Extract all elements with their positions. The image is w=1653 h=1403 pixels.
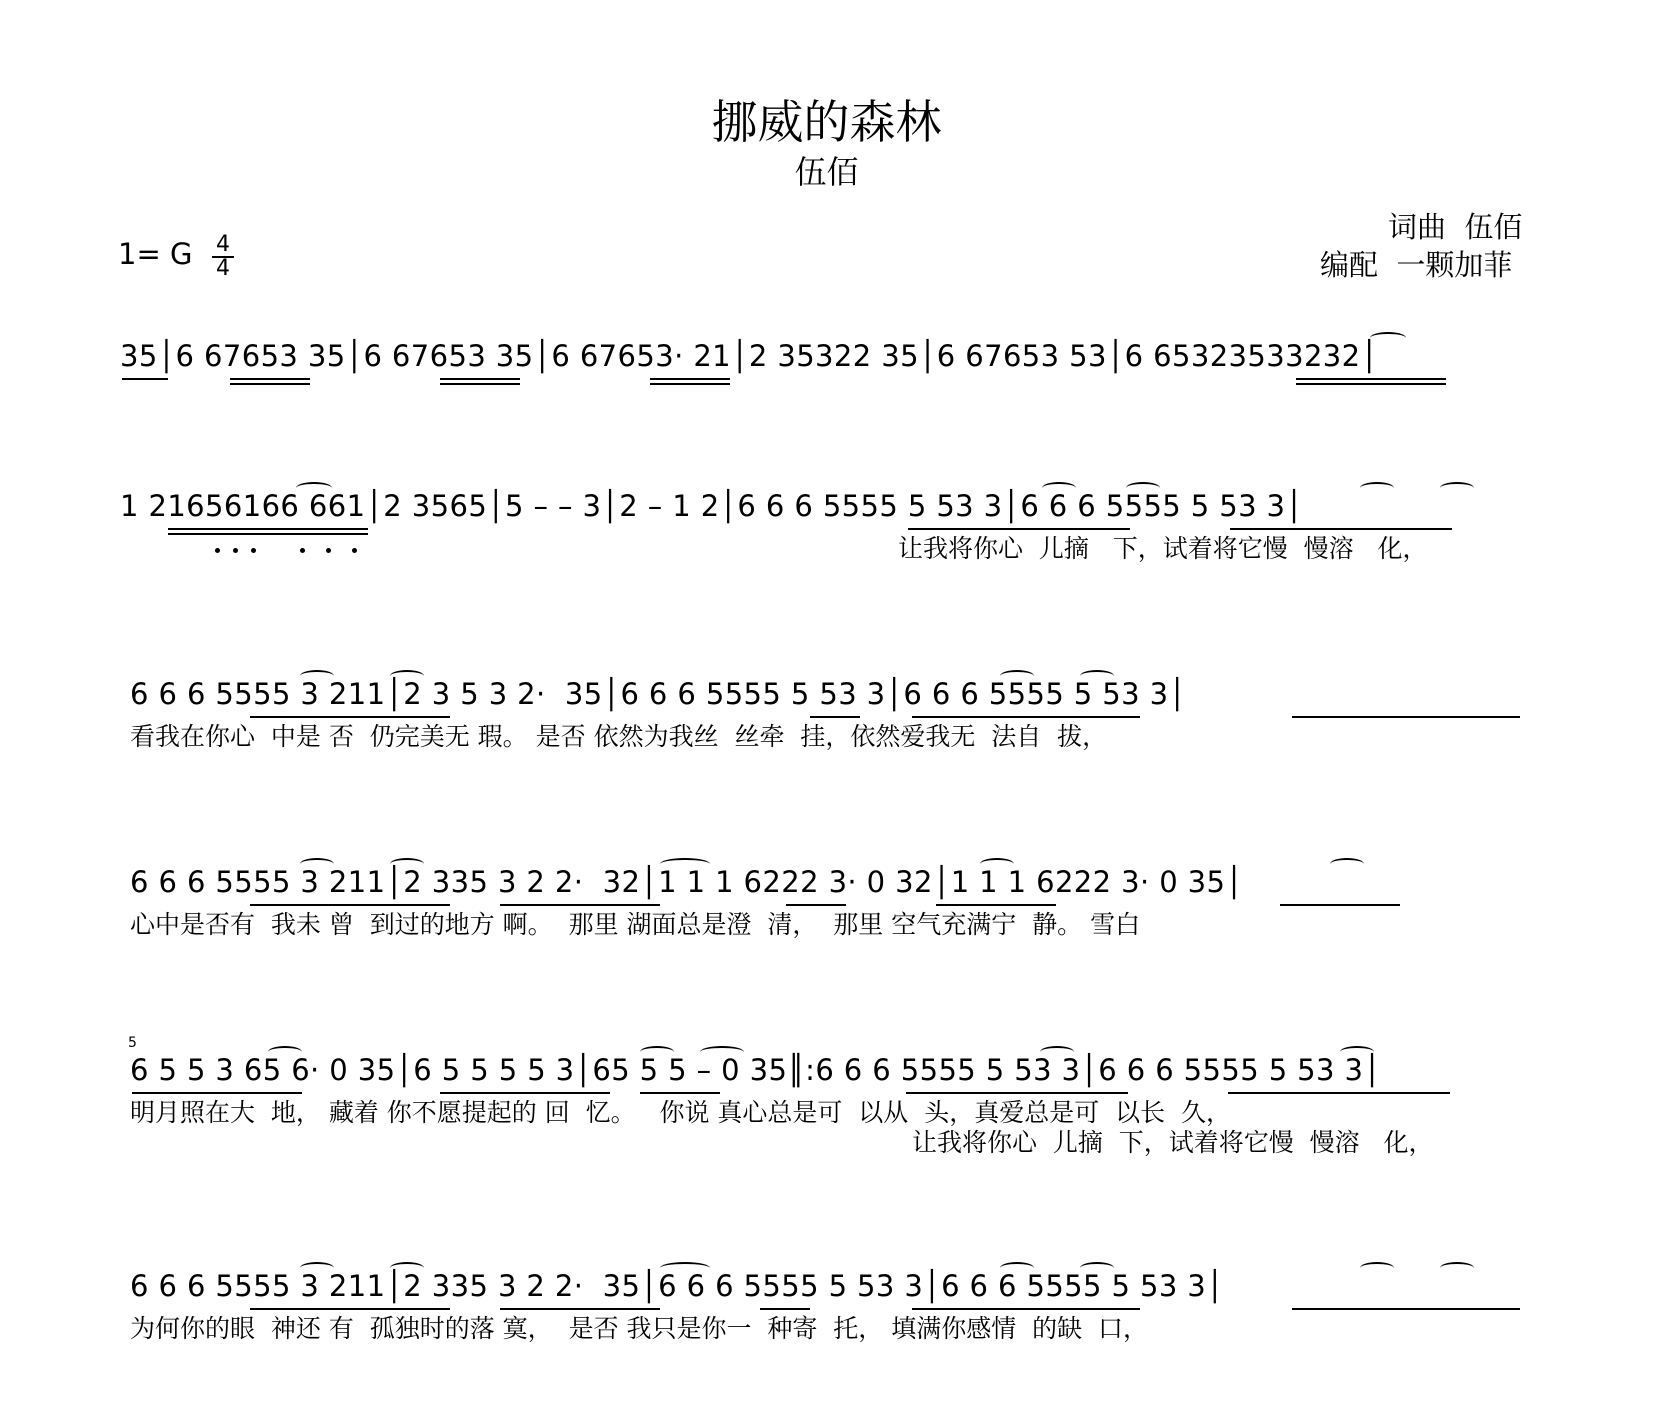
beam (906, 1092, 1128, 1094)
credit-arrangement: 编配 一颗加菲 (1320, 248, 1513, 282)
beam (122, 378, 168, 380)
slur (1440, 482, 1474, 494)
slur (390, 670, 424, 682)
song-title: 挪威的森林 (711, 95, 942, 149)
measure-number: 5 (128, 1035, 137, 1051)
slur (1080, 1262, 1114, 1274)
beam (1228, 1092, 1450, 1094)
beam (1280, 904, 1400, 906)
lyric-row-2-line-1: 让我将你心 儿摘 下，试着将它慢 慢溶 化， (898, 534, 1428, 563)
song-artist: 伍佰 (794, 153, 859, 191)
lyric-row-3-line-1: 看我在你心 中是 否 仍完美无 瑕。 是否 依然为我丝 丝牵 挂，依然爱我无 法自 拔， (130, 722, 1108, 751)
beam (168, 533, 368, 535)
beam (650, 378, 730, 380)
beam (912, 716, 1140, 718)
low-octave-dot (326, 548, 331, 553)
beam (440, 1092, 610, 1094)
lyric-row-5-line-1: 明月照在大 地， 藏着 你不愿提起的 回 忆。 你说 真心总是可 以从 头，真爱总是可 以长 久， (130, 1098, 1231, 1127)
low-octave-dot (251, 548, 256, 553)
slur (1360, 1262, 1394, 1274)
slur (1330, 858, 1364, 870)
beam (936, 904, 1056, 906)
low-octave-dot (233, 548, 238, 553)
slur (390, 858, 424, 870)
beam (1292, 1308, 1520, 1310)
beam (650, 383, 730, 385)
notation-row-3: 6 6 6 5555 3 211│2 3 5 3 2· 35│6 6 6 5555 5 53 3│6 6 6 5555 5 53 3│ (130, 677, 1187, 711)
beam (810, 716, 860, 718)
notation-row-4: 6 6 6 5555 3 211│2 335 3 2 2· 32│1 1 1 6222 3· 0 32│1 1 1 6222 3· 0 35│ (130, 865, 1244, 899)
beam (250, 1308, 450, 1310)
slur (1000, 1262, 1034, 1274)
beam (912, 1308, 1140, 1310)
beam (250, 716, 450, 718)
beam (132, 1092, 302, 1094)
beam (500, 904, 660, 906)
beam (1296, 378, 1446, 380)
time-signature-top: 4 (216, 232, 230, 257)
key-signature: 1= G (118, 237, 193, 271)
low-octave-dot (300, 548, 305, 553)
slur (300, 670, 334, 682)
notation-row-6: 6 6 6 5555 3 211│2 335 3 2 2· 35│6 6 6 5555 5 53 3│6 6 6 5555 5 53 3│ (130, 1269, 1225, 1303)
time-signature (210, 234, 236, 280)
slur (1040, 1046, 1074, 1058)
beam (250, 904, 450, 906)
lyric-row-4-line-1: 心中是否有 我未 曾 到过的地方 啊。 那里 湖面总是澄 清， 那里 空气充满宁 静。 雪白 (130, 910, 1141, 939)
slur (660, 858, 710, 870)
slur (1440, 1262, 1474, 1274)
beam (786, 904, 846, 906)
lyric-row-5-line-2: 让我将你心 儿摘 下，试着将它慢 慢溶 化， (912, 1128, 1434, 1157)
slur (640, 1046, 674, 1058)
slur (1340, 1046, 1374, 1058)
beam (640, 1092, 720, 1094)
beam (230, 378, 310, 380)
slur (1042, 482, 1076, 494)
time-signature-bottom: 4 (216, 256, 230, 281)
slur (390, 1262, 424, 1274)
beam (1292, 716, 1520, 718)
notation-row-2: 1 21656166 661│2 3565│5 – – 3│2 – 1 2│6 6 6 5555 5 53 3│6 6 6 5555 5 53 3│ (120, 489, 1304, 523)
slur (1360, 482, 1394, 494)
slur (300, 858, 334, 870)
slur (980, 858, 1014, 870)
slur (300, 1262, 334, 1274)
lyric-row-6-line-1: 为何你的眼 神还 有 孤独时的落 寞， 是否 我只是你一 种寄 托， 填满你感情 的缺 口， (130, 1314, 1149, 1343)
beam (1230, 528, 1452, 530)
low-octave-dot (215, 548, 220, 553)
beam (440, 378, 520, 380)
low-octave-dot (352, 548, 357, 553)
slur (1370, 332, 1406, 344)
notation-row-1: 35│6 67653 35│6 67653 35│6 67653· 21│2 35322 35│6 67653 53│6 65323533232│ (120, 339, 1379, 373)
slur (1000, 670, 1034, 682)
beam (500, 1308, 660, 1310)
beam (760, 1308, 810, 1310)
beam (908, 528, 1130, 530)
slur (1080, 670, 1114, 682)
beam (1296, 383, 1446, 385)
slur (660, 1262, 710, 1274)
notation-row-5: 6 5 5 3 65 6· 0 35│6 5 5 5 5 3│65 5 5 – 0 35║:6 6 6 5555 5 53 3│6 6 6 5555 5 53 3│ (130, 1053, 1382, 1087)
slur (268, 1046, 302, 1058)
beam (440, 383, 520, 385)
slur (1126, 482, 1160, 494)
slur (700, 1046, 744, 1058)
slur (296, 482, 332, 494)
beam (230, 383, 310, 385)
credit-lyrics-music: 词曲 伍佰 (1388, 210, 1523, 244)
beam (168, 528, 368, 530)
